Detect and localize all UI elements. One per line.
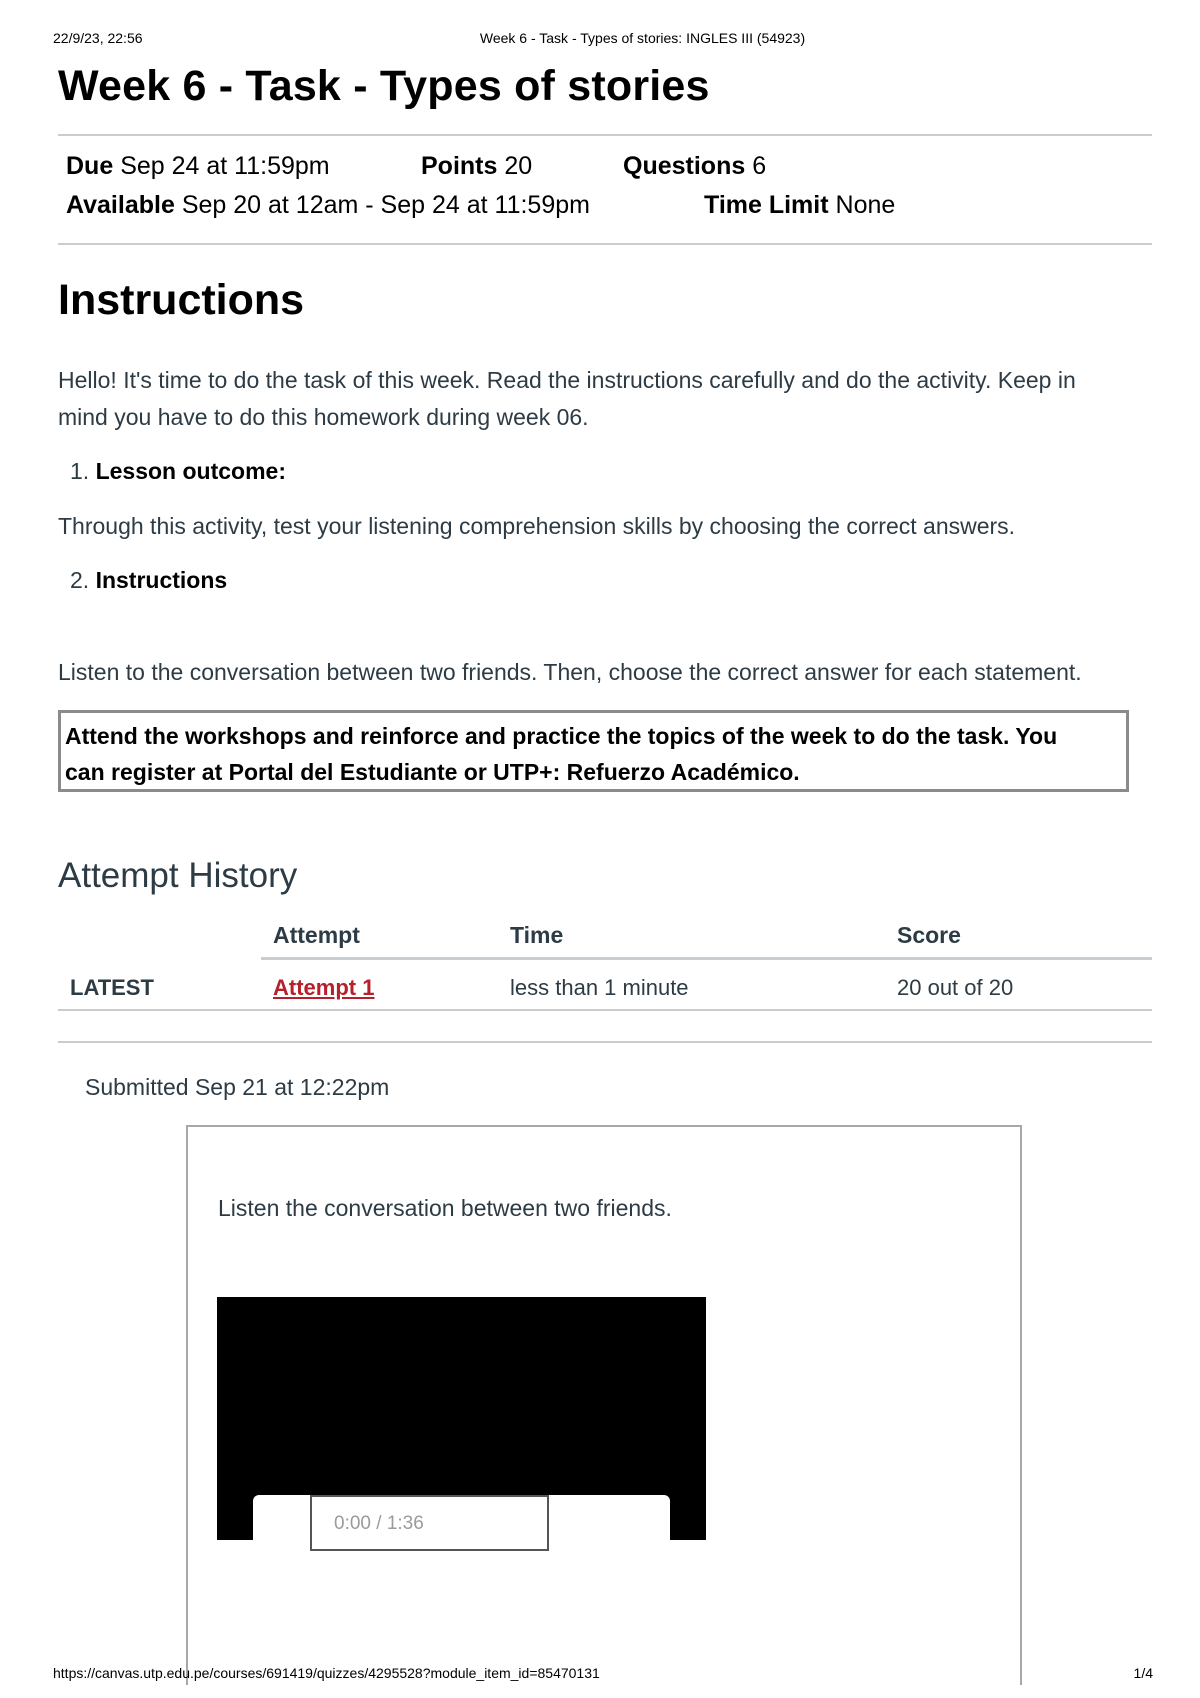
video-player[interactable] [217,1297,706,1540]
divider [58,1041,1152,1043]
time-limit-value: None [835,191,896,219]
questions-meta [623,152,766,181]
print-footer [0,1665,1200,1685]
available-meta [66,191,590,220]
divider [58,243,1152,245]
due-value: Sep 24 at 11:59pm [120,152,330,180]
question-text: Listen the conversation between two friends. [218,1195,672,1221]
available-label: Available [66,191,175,219]
column-header-attempt: Attempt [273,922,360,948]
points-value: 20 [504,152,533,180]
instructions-heading: Instructions [58,276,305,324]
questions-value: 6 [752,152,767,180]
workshop-notice [58,710,1129,792]
attempt-time: less than 1 minute [510,975,689,1000]
intro-line: Hello! It's time to do the task of this week. Read the instructions carefully and do the activity. Keep in [58,367,1076,393]
attempt-score: 20 out of 20 [897,975,1014,1000]
list-number: 2. [70,567,90,593]
print-doc-title: Week 6 - Task - Types of stories: INGLES III (54923) [479,30,806,46]
print-header [0,30,1200,50]
page-title: Week 6 - Task - Types of stories [58,62,710,110]
questions-label: Questions [623,152,746,180]
time-limit-meta [704,191,895,220]
print-page-number: 1/4 [1133,1665,1153,1681]
points-meta [421,152,532,181]
listen-text: Listen to the conversation between two friends. Then, choose the correct answer for each statement. [58,659,1082,685]
submitted-timestamp: Submitted Sep 21 at 12:22pm [85,1074,390,1100]
column-header-score: Score [897,922,961,948]
attempt-1-link[interactable]: Attempt 1 [273,975,375,1000]
list-number: 1. [70,458,90,484]
question-box [186,1125,1022,1685]
available-value: Sep 20 at 12am - Sep 24 at 11:59pm [181,191,590,219]
table-row-divider [58,1009,1152,1011]
quiz-meta-row-1 [66,152,330,181]
notice-line: Attend the workshops and reinforce and practice the topics of the week to do the task. You [65,723,1058,749]
list-label: Instructions [95,567,228,593]
attempt-history-heading: Attempt History [58,856,298,895]
outcome-text: Through this activity, test your listening comprehension skills by choosing the correct answers. [58,513,1016,539]
list-item-lesson-outcome [70,458,286,485]
video-time-display[interactable]: 0:00 / 1:36 [310,1495,549,1551]
time-limit-label: Time Limit [704,191,829,219]
video-controls [253,1495,670,1540]
due-label: Due [66,152,114,180]
points-label: Points [421,152,498,180]
print-url: https://canvas.utp.edu.pe/courses/691419/quizzes/4295528?module_item_id=85470131 [53,1665,600,1681]
table-header-divider [261,957,1152,960]
notice-line: can register at Portal del Estudiante or UTP+: Refuerzo Académico. [65,759,800,785]
attempt-link[interactable] [273,975,374,1001]
list-item-instructions [70,567,227,594]
latest-label: LATEST [70,975,154,1000]
instructions-intro [58,362,1152,436]
column-header-time: Time [510,922,564,948]
intro-line: mind you have to do this homework during week 06. [58,404,589,430]
list-label: Lesson outcome: [95,458,286,484]
divider [58,134,1152,136]
print-date: 22/9/23, 22:56 [53,30,143,46]
